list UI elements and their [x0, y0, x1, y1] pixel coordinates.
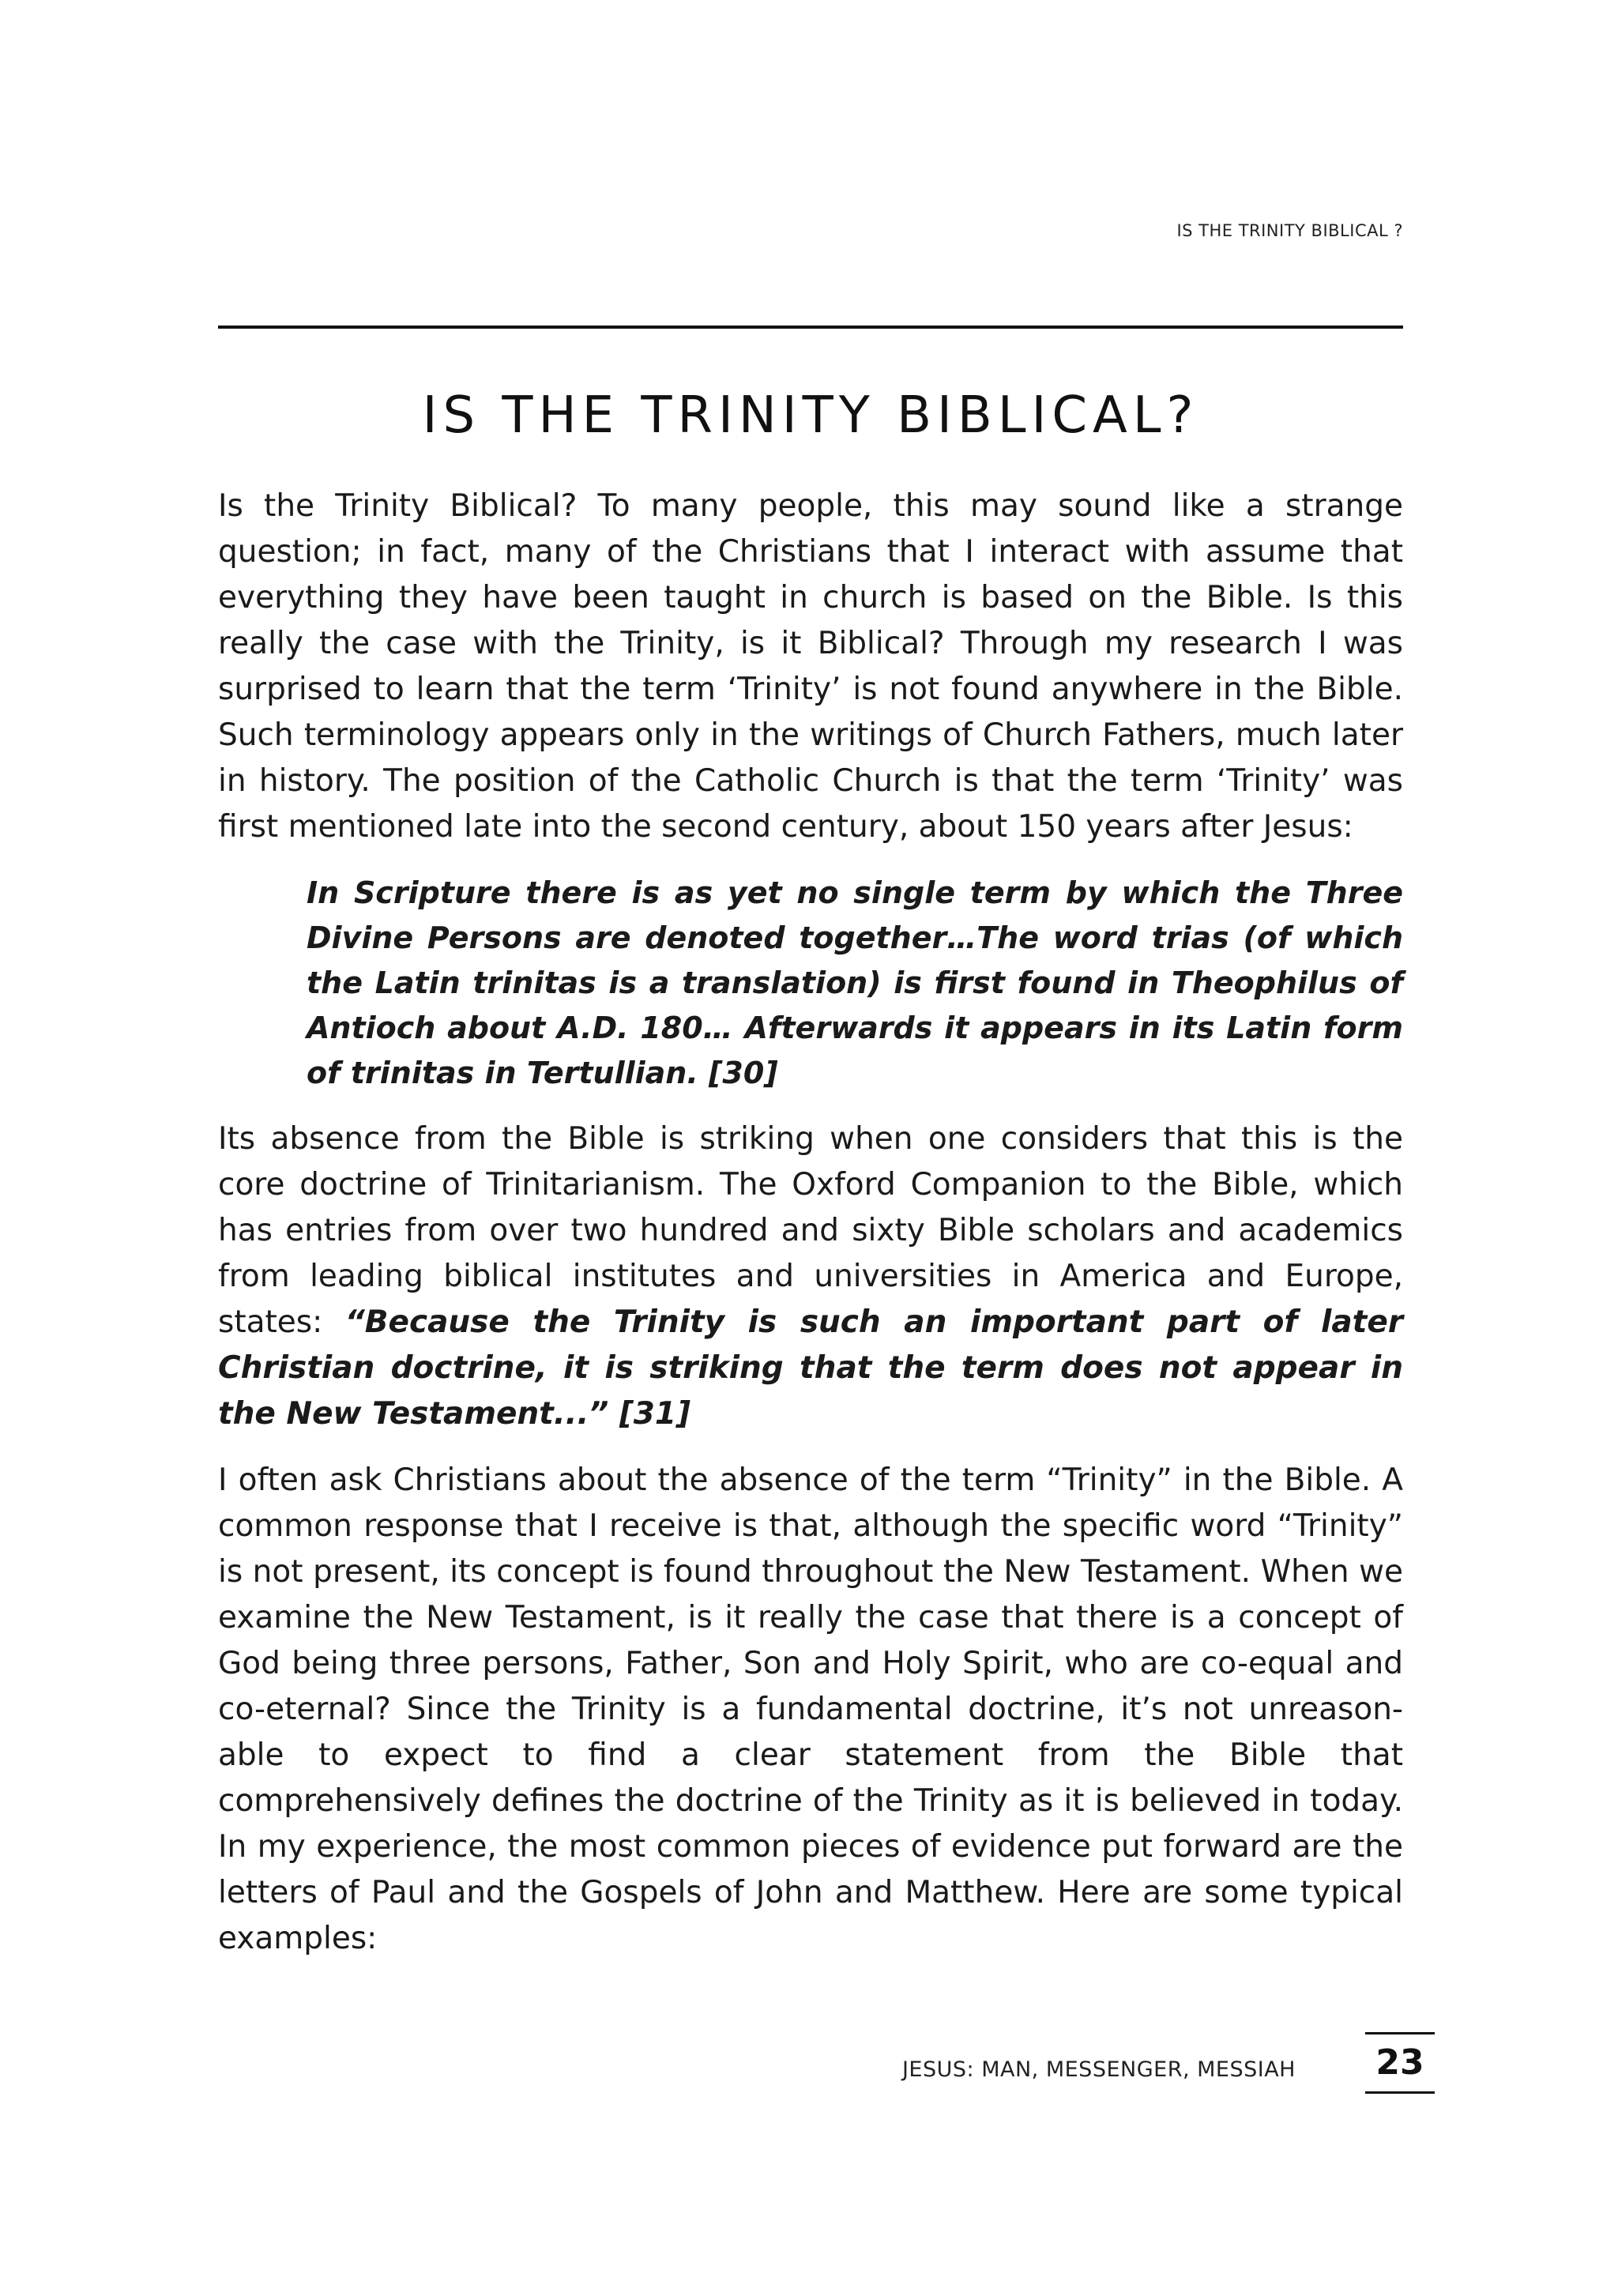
page-footer — [218, 2032, 1435, 2095]
body-text — [218, 484, 1403, 1982]
paragraph-concept: I often ask Christians about the absence of the term “Trinity” in the Bible. A common response that I receive is that, although the specific word “Trinity” is not present, its concept is found throughout the New Testament. When we examine the New Testament, is it really the case that there is a concept of God being three persons, Father, Son and Holy Spirit, who are co-equal and co-eternal? Since the Trinity is a fundamental doctrine, it’s not unreason-able to expect to find a clear statement from the Bible that comprehensively defines the doctrine of the Trinity as it is believed in today. In my experience, the most common pieces of evidence put forward are the letters of Paul and the Gospels of John and Matthew. Here are some typical examples: — [218, 1462, 1403, 1956]
paragraph-intro: Is the Trinity Biblical? To many people, this may sound like a strange question; in fact, many of the Christians that I interact with assume that everything they have been taught in church is based on the Bible. Is this really the case with the Trinity, is it Biblical? Through my research I was surprised to learn that the term ‘Trinity’ is not found anywhere in the Bible. Such terminology appears only in the writings of Church Fathers, much later in history. The position of the Catholic Church is that the term ‘Trinity’ was first mentioned late into the second century, about 150 years after Jesus: — [218, 488, 1403, 845]
catholic-encyclopedia-quote: In Scripture there is as yet no single term by which the Three Divine Persons are denoted together…The word trias (of which the Latin trinitas is a translation) is first found in Theophilus of Antioch about A.D. 180… Afterwards it appears in its Latin form of trinitas in Tertullian. [30] — [307, 875, 1403, 1090]
header-rule — [218, 326, 1403, 329]
page-number: 23 — [1365, 2032, 1435, 2094]
oxford-companion-quote: “Because the Trinity is such an important part of later Christian doctrine, it is striking that the term does not appear in the New Testament...” [31] — [218, 1304, 1404, 1432]
chapter-title: IS THE TRINITY BIBLICAL? — [422, 386, 1199, 445]
paragraph-oxford-text: Its absence from the Bible is striking when one considers that this is the core doctrine of Trinitarianism. The Oxford Companion to the Bible, which has entries from over two hundred and sixty Bible scholars and academics from leading biblical institutes and universities in America and Europe, states: — [218, 1121, 1403, 1340]
footer-book-title: JESUS: MAN, MESSENGER, MESSIAH — [901, 2057, 1296, 2082]
paragraph-oxford-companion — [218, 1116, 1403, 1437]
running-header: IS THE TRINITY BIBLICAL ? — [1176, 221, 1403, 240]
